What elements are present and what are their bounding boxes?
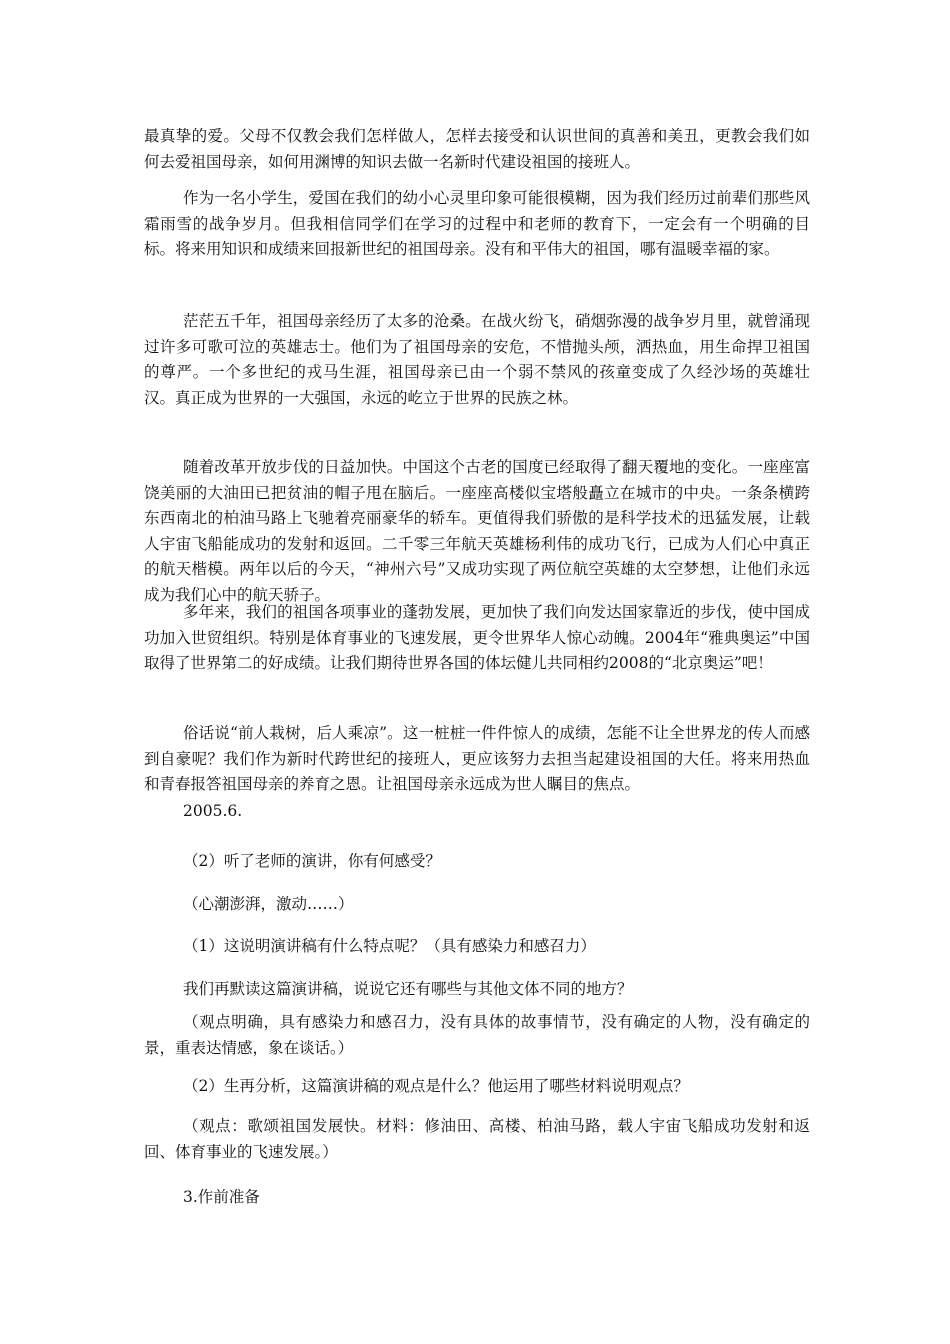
paragraph-student: 作为一名小学生，爱国在我们的幼小心灵里印象可能很模糊，因为我们经历过前辈们那些风霜雨雪的战争岁月。但我相信同学们在学习的过程中和老师的教育下，一定会有一个明确的目标。将来用知识和成绩来回报新世纪的祖国母亲。没有和平伟大的祖国，哪有温暖幸福的家。 [144,189,810,259]
paragraph-sports: 多年来，我们的祖国各项事业的蓬勃发展，更加快了我们向发达国家靠近的步伐，使中国成功加入世贸组织。特别是体育事业的飞速发展，更令世界华人惊心动魄。2004年“雅典奥运”中国取得了世界第二的好成绩。让我们期待世界各国的体坛健儿共同相约2008的“北京奥运”吧！ [144,603,810,673]
paragraph-parents: 最真挚的爱。父母不仅教会我们怎样做人，怎样去接受和认识世间的真善和美丑，更教会我们如何去爱祖国母亲，如何用渊博的知识去做一名新时代建设祖国的接班人。 [144,127,810,171]
question-analysis: （2）生再分析，这篇演讲稿的观点是什么？他运用了哪些材料说明观点？ [183,1077,689,1095]
paragraph-history: 茫茫五千年，祖国母亲经历了太多的沧桑。在战火纷飞，硝烟弥漫的战争岁月里，就曾涌现过许多可歌可泣的英雄志士。他们为了祖国母亲的安危，不惜抛头颅，洒热血，用生命捍卫祖国的尊严。一个多世纪的戎马生涯，祖国母亲已由一个弱不禁风的孩童变成了久经沙场的英雄壮汉。真正成为世界的一大强国，永远的屹立于世界的民族之林。 [144,312,810,407]
section-heading-preparation: 3.作前准备 [183,1188,260,1206]
answer-differences: （观点明确，具有感染力和感召力，没有具体的故事情节，没有确定的人物，没有确定的景，重表达情感，象在谈话。） [144,1013,810,1057]
answer-analysis: （观点：歌颂祖国发展快。材料：修油田、高楼、柏油马路，载人宇宙飞船成功发射和返回、体育事业的飞速发展。） [144,1117,810,1161]
paragraph-saying: 俗话说“前人栽树，后人乘凉”。这一桩桩一件件惊人的成绩，怎能不让全世界龙的传人而感到自豪呢？我们作为新时代跨世纪的接班人，更应该努力去担当起建设祖国的大任。将来用热血和青春报答祖国母亲的养育之恩。让祖国母亲永远成为世人瞩目的焦点。 [144,724,810,794]
reread-prompt: 我们再默读这篇演讲稿，说说它还有哪些与其他文体不同的地方？ [183,980,633,998]
answer-feeling: （心潮澎湃，激动……） [183,895,354,913]
date-line: 2005.6. [183,802,243,820]
paragraph-reform: 随着改革开放步伐的日益加快。中国这个古老的国度已经取得了翻天覆地的变化。一座座富饶美丽的大油田已把贫油的帽子甩在脑后。一座座高楼似宝塔般矗立在城市的中央。一条条横跨东西南北的柏油马路上飞驰着亮丽豪华的轿车。更值得我们骄傲的是科学技术的迅猛发展，让载人宇宙飞船能成功的发射和返回。二千零三年航天英雄杨利伟的成功飞行，已成为人们心中真正的航天楷模。两年以后的今天，“神州六号”又成功实现了两位航空英雄的太空梦想，让他们永远成为我们心中的航天骄子。 [144,458,810,604]
question-feature: （1）这说明演讲稿有什么特点呢？（具有感染力和感召力） [183,937,596,955]
question-listen: （2）听了老师的演讲，你有何感受？ [183,852,441,870]
